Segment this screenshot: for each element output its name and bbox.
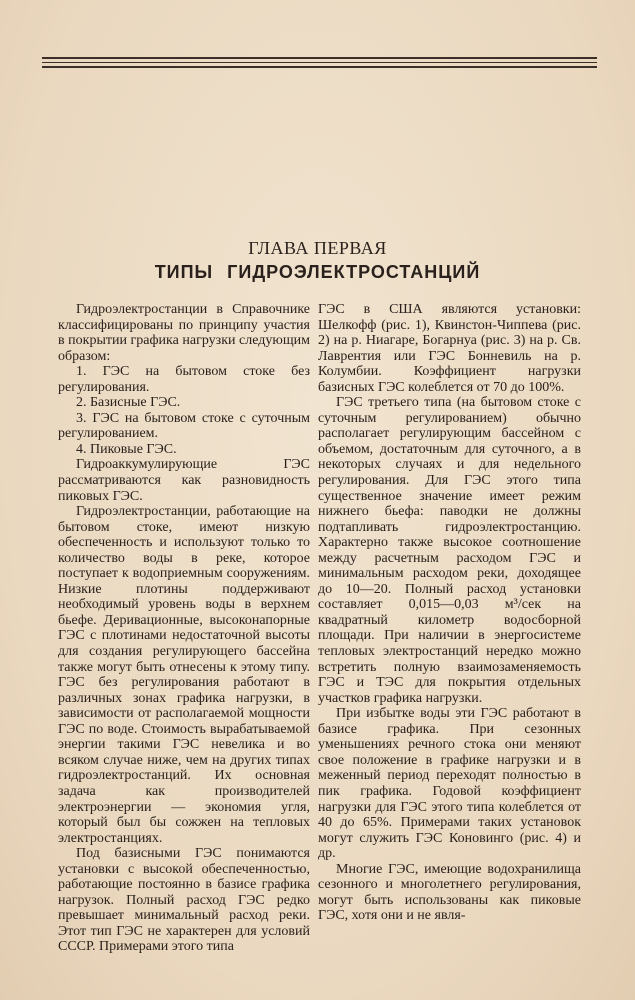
list-item: 4. Пиковые ГЭС. xyxy=(76,441,177,457)
right-column xyxy=(318,302,581,924)
header-rule-bottom xyxy=(42,66,597,68)
paragraph: Гидроэлектростанции в Справочнике классифицированы по принципу участия в покрытии графика нагрузки следующим образом: xyxy=(58,302,310,364)
header-rule-top xyxy=(42,57,597,59)
paragraph: Под базисными ГЭС понимаются установки с высокой обеспеченностью, работающие постоянно в базисе графика нагрузок. Полный расход ГЭС редко превышает минимальный расход реки. Этот тип ГЭС не характерен для условий СССР. Примерами этого типа xyxy=(58,846,310,955)
paragraph: ГЭС в США являются установки: Шелкофф (рис. 1), Квинстон-Чиппева (рис. 2) на р. Ниагаре, Богарнуа (рис. 3) на р. Св. Лаврентия или ГЭС Бонневиль на р. Колумбии. Коэффициент нагрузки базисных ГЭС колеблется от 70 до 100%. xyxy=(318,302,581,395)
paragraph: ГЭС третьего типа (на бытовом стоке с суточным регулированием) обычно располагает регулирующим бассейном с объемом, достаточным для суточного, а в некоторых случаях и для недельного регулирования. Для ГЭС этого типа существенное значение имеет режим нижнего бьефа: паводки не должны подтапливать гидроэлектростанцию. Характерно также высокое соотношение между расчетным расходом ГЭС и минимальным расходом реки, доходящее до 10—20. Полный расход установки составляет 0,015—0,03 м³/сек на квадратный километр водосборной площади. При наличии в энергосистеме тепловых электростанций нередко можно встретить полную взаимозаменяемость ГЭС и ТЭС для покрытия отдельных участков графика нагрузки. xyxy=(318,395,581,706)
list-item: 1. ГЭС на бытовом стоке без регулирования. xyxy=(58,364,310,395)
list-item: 3. ГЭС на бытовом стоке с суточным регулированием. xyxy=(58,410,310,442)
chapter-heading: ГЛАВА ПЕРВАЯ xyxy=(248,238,387,258)
paragraph: При избытке воды эти ГЭС работают в базисе графика. При сезонных уменьшениях речного стока они меняют свое положение в графике нагрузки и в меженный период переходят полностью в пик графика. Годовой коэффициент нагрузки для ГЭС этого типа колеблется от 40 до 65%. Примерами таких установок могут служить ГЭС Коновинго (рис. 4) и др. xyxy=(318,706,581,862)
paragraph: Многие ГЭС, имеющие водохранилища сезонного и многолетнего регулирования, могут быть использованы как пиковые ГЭС, хотя они и не явля- xyxy=(318,861,581,924)
left-column xyxy=(58,302,310,955)
chapter-title: ТИПЫ ГИДРОЭЛЕКТРОСТАНЦИЙ xyxy=(154,262,481,282)
paragraph: Гидроаккумулирующие ГЭС рассматриваются как разновидность пиковых ГЭС. xyxy=(58,457,310,504)
list-item: 2. Базисные ГЭС. xyxy=(76,395,181,411)
header-rule-middle xyxy=(42,62,597,63)
paragraph: Гидроэлектростанции, работающие на бытовом стоке, имеют низкую обеспеченность и используют только то количество воды в реке, которое поступает к водоприемным сооружениям. Низкие плотины поддерживают необходимый уровень воды в верхнем бьефе. Деривационные, высоконапорные ГЭС с плотинами недостаточной высоты для создания регулирующего бассейна также могут быть отнесены к этому типу. ГЭС без регулирования работают в различных зонах графика нагрузки, в зависимости от располагаемой мощности ГЭС по воде. Стоимость вырабатываемой энергии такими ГЭС невелика и во всяком случае ниже, чем на других типах гидроэлектростанций. Их основная задача как производителей электроэнергии — экономия угля, который был бы сожжен на тепловых электростанциях. xyxy=(58,504,310,846)
